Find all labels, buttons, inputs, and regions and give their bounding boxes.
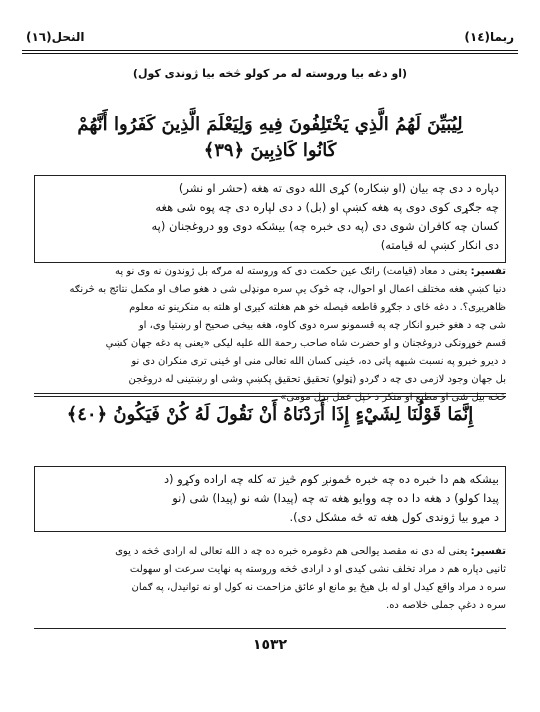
tafsir-line: بل جهان وجود لازمی دی چه د ګردو (ټولو) تحقیق تحقیق پکښې وشی او رښتینی له دروغجن (128, 374, 506, 385)
tafsir-line: سره د دغې جملی خلاصه ده. (386, 600, 506, 611)
tafsir-line: ظاهریږی؟. د دغه ځای د جګړو قاطعه فیصله خو هم هغلته کیږی او هلته به منکرینو ته معلوم (129, 302, 506, 313)
tafsir-line: دنیا کښې هغه مختلف اعمال او احوال، چه څوک یې سره مونډلی شی د هغو صاف او مکمل نتائج به څرنګه (69, 284, 506, 295)
tafsir-line: تفسیر: یعنی د معاد (قیامت) راتګ عین حکمت دی که وروسته له مرګه بل ژوندون نه وی نو په (115, 266, 506, 277)
header-rule (22, 50, 518, 51)
intro-note: (او دغه بیا وروسته له مر کولو څخه بیا ژوندی کول) (132, 67, 408, 80)
running-header (22, 28, 518, 50)
translation-box-39 (34, 175, 506, 263)
translation-line: چه جګړی کوی دوی په هغه کښې او (بل) د دی لپاره دی چه پوه شی هغه (155, 200, 499, 214)
header-juz: ربما(١٤) (464, 30, 514, 44)
tafsir-line: شی چه د هغو خبرو انکار چه په قسمونو سره دوی کاوه، هغه بیخی صحیح او رښتیا وی، او (138, 320, 506, 331)
header-rule-double (22, 53, 518, 54)
translation-line: بیشکه هم دا خبره ده چه خبره ځمونږ کوم څیز ته کله چه اراده وکړو (د (163, 472, 499, 486)
translation-line: کسان چه کافران شوی دی (په دی خبره چه) بیشکه دوی وو دروغجنان (په (151, 219, 499, 233)
translation-line: دپاره د دی چه بیان (او ښکاره) کړی الله دوی ته هغه (حشر او نشر) (178, 181, 499, 195)
translation-line: د مړو بیا ژوندی کول هغه ته څه مشکل دی). (289, 510, 499, 524)
translation-line: دی انکار کښې له قیامته) (380, 238, 499, 252)
tafsir-line: د دیرو خبرو په نسبت شبهه پاتی ده، ځینی کسان الله تعالی منی او ځینی تری منکران دی نو (131, 356, 506, 367)
tafsir-line: ثانیی دپاره هم د مراد تخلف نشی کیدی او د ارادی څخه وروسته په نهایت سرعت او سهولت (129, 564, 506, 575)
tafsir-line: تفسیر: یعنی له دی نه مقصد یوالحی هم دغومره خبره ده چه د الله تعالی له ارادی څخه د یوی (115, 546, 506, 557)
translation-box-40 (34, 466, 506, 532)
page-number: ١٥٣٢ (252, 637, 288, 653)
footer-rule (34, 628, 506, 629)
tafsir-label: تفسیر: (470, 546, 506, 557)
tafsir-line: قسم خوړونکی دروغجنان و او حضرت شاه صاحب رحمة الله علیه لیکی «یعنی په دغه جهان کښې (105, 338, 506, 349)
tafsir-39 (34, 263, 506, 407)
verse-40-arabic: إِنَّمَا قَوْلُنَا لِشَيْءٍ إِذَا أَرَدْنَاهُ أَنْ نَقُولَ لَهُ كُنْ فَيَكُونُ ﴿٤٠﴾ (66, 404, 474, 425)
translation-line: پیدا کولو) د هغه دا ده چه ووایو هغه ته چه (پیدا) شه نو (پیدا) شی (نو (172, 491, 499, 505)
header-surah: النحل(١٦) (26, 30, 85, 44)
verse-39-arabic: لِيُبَيِّنَ لَهُمُ الَّذِي يَخْتَلِفُونَ فِيهِ وَلِيَعْلَمَ الَّذِينَ كَفَرُوا أَنَّهُمْ كَانُوا كَاذِبِينَ ﴿٣٩﴾ (77, 114, 463, 161)
tafsir-line: سره د مراد واقع کیدل او له بل هیڅ یو مانع او عائق مزاحمت نه کول او نه توانیدل، په ګمان (131, 582, 506, 593)
section-divider-double (34, 396, 506, 397)
section-divider (34, 393, 506, 394)
tafsir-label: تفسیر: (470, 266, 506, 277)
tafsir-40 (34, 543, 506, 615)
tafsir-line: څخه بیل شی او مطیع او منکر د خپل عمل بدل مومی» (280, 392, 506, 403)
